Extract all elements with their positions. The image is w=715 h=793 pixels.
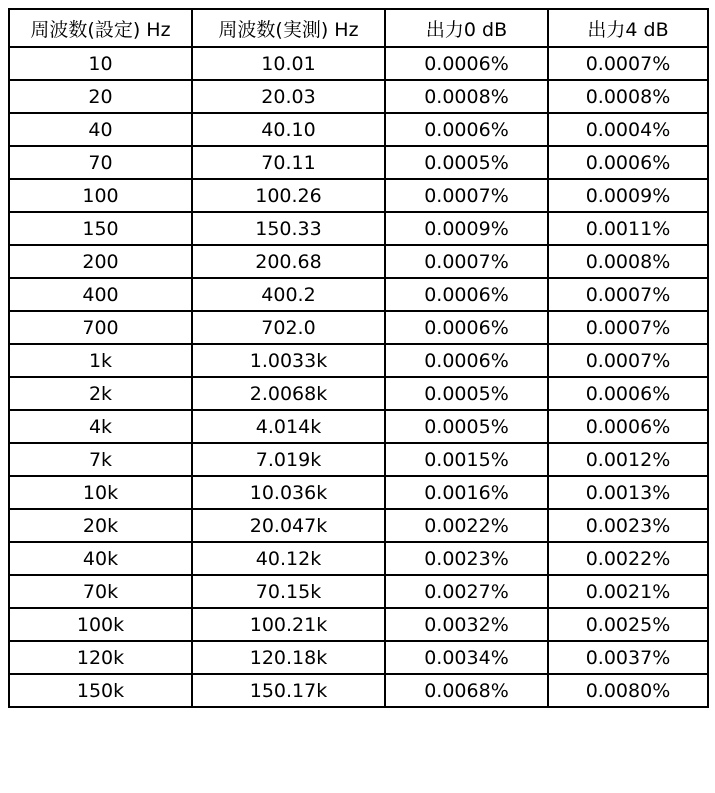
header-row [9, 9, 708, 47]
cell-frequency-set: 70k [9, 575, 192, 608]
cell-output-0db: 0.0006% [385, 113, 548, 146]
cell-output-0db: 0.0068% [385, 674, 548, 707]
cell-output-4db: 0.0006% [548, 410, 708, 443]
cell-output-0db: 0.0027% [385, 575, 548, 608]
table-row [9, 377, 708, 410]
table-row [9, 245, 708, 278]
cell-output-4db: 0.0007% [548, 47, 708, 80]
cell-output-4db: 0.0013% [548, 476, 708, 509]
cell-frequency-measured: 400.2 [192, 278, 385, 311]
cell-output-0db: 0.0007% [385, 245, 548, 278]
cell-frequency-set: 2k [9, 377, 192, 410]
cell-frequency-measured: 200.68 [192, 245, 385, 278]
cell-output-4db: 0.0006% [548, 146, 708, 179]
cell-frequency-measured: 150.17k [192, 674, 385, 707]
cell-output-4db: 0.0025% [548, 608, 708, 641]
cell-output-4db: 0.0021% [548, 575, 708, 608]
cell-output-0db: 0.0006% [385, 278, 548, 311]
header-frequency-set: 周波数(設定) Hz [9, 9, 192, 47]
cell-output-0db: 0.0016% [385, 476, 548, 509]
cell-frequency-set: 10k [9, 476, 192, 509]
cell-output-4db: 0.0012% [548, 443, 708, 476]
cell-frequency-set: 120k [9, 641, 192, 674]
cell-output-4db: 0.0022% [548, 542, 708, 575]
table-row [9, 608, 708, 641]
cell-frequency-measured: 40.12k [192, 542, 385, 575]
cell-frequency-set: 70 [9, 146, 192, 179]
cell-frequency-measured: 100.26 [192, 179, 385, 212]
cell-output-4db: 0.0004% [548, 113, 708, 146]
table-container [8, 8, 709, 708]
cell-output-0db: 0.0034% [385, 641, 548, 674]
cell-frequency-measured: 20.047k [192, 509, 385, 542]
cell-frequency-set: 200 [9, 245, 192, 278]
cell-frequency-set: 100 [9, 179, 192, 212]
cell-output-0db: 0.0006% [385, 344, 548, 377]
table-row [9, 575, 708, 608]
cell-output-0db: 0.0006% [385, 47, 548, 80]
cell-output-4db: 0.0011% [548, 212, 708, 245]
cell-frequency-measured: 70.15k [192, 575, 385, 608]
table-row [9, 47, 708, 80]
cell-output-4db: 0.0008% [548, 245, 708, 278]
table-row [9, 476, 708, 509]
cell-frequency-measured: 2.0068k [192, 377, 385, 410]
table-row [9, 212, 708, 245]
table-row [9, 278, 708, 311]
cell-frequency-measured: 40.10 [192, 113, 385, 146]
cell-output-0db: 0.0022% [385, 509, 548, 542]
cell-frequency-measured: 7.019k [192, 443, 385, 476]
cell-frequency-set: 20 [9, 80, 192, 113]
cell-output-0db: 0.0007% [385, 179, 548, 212]
cell-output-0db: 0.0005% [385, 410, 548, 443]
table-row [9, 443, 708, 476]
cell-frequency-measured: 150.33 [192, 212, 385, 245]
table-row [9, 344, 708, 377]
cell-output-0db: 0.0008% [385, 80, 548, 113]
cell-frequency-set: 40k [9, 542, 192, 575]
cell-frequency-set: 1k [9, 344, 192, 377]
cell-frequency-set: 4k [9, 410, 192, 443]
header-output-4db: 出力4 dB [548, 9, 708, 47]
cell-output-0db: 0.0023% [385, 542, 548, 575]
table-body [9, 47, 708, 707]
cell-output-4db: 0.0007% [548, 311, 708, 344]
cell-output-4db: 0.0009% [548, 179, 708, 212]
table-row [9, 311, 708, 344]
cell-output-4db: 0.0080% [548, 674, 708, 707]
cell-frequency-set: 20k [9, 509, 192, 542]
cell-output-0db: 0.0005% [385, 377, 548, 410]
cell-output-4db: 0.0006% [548, 377, 708, 410]
distortion-table [8, 8, 709, 708]
table-row [9, 179, 708, 212]
header-frequency-measured: 周波数(実測) Hz [192, 9, 385, 47]
cell-output-4db: 0.0008% [548, 80, 708, 113]
cell-output-0db: 0.0006% [385, 311, 548, 344]
table-row [9, 509, 708, 542]
table-row [9, 542, 708, 575]
cell-output-0db: 0.0005% [385, 146, 548, 179]
cell-frequency-measured: 120.18k [192, 641, 385, 674]
cell-frequency-set: 150 [9, 212, 192, 245]
cell-output-4db: 0.0007% [548, 278, 708, 311]
cell-frequency-measured: 1.0033k [192, 344, 385, 377]
cell-frequency-measured: 10.036k [192, 476, 385, 509]
cell-frequency-measured: 10.01 [192, 47, 385, 80]
cell-frequency-set: 10 [9, 47, 192, 80]
cell-frequency-measured: 100.21k [192, 608, 385, 641]
cell-frequency-set: 400 [9, 278, 192, 311]
cell-frequency-measured: 20.03 [192, 80, 385, 113]
cell-frequency-set: 150k [9, 674, 192, 707]
table-row [9, 113, 708, 146]
table-row [9, 146, 708, 179]
table-row [9, 80, 708, 113]
cell-frequency-measured: 702.0 [192, 311, 385, 344]
cell-frequency-measured: 4.014k [192, 410, 385, 443]
table-row [9, 410, 708, 443]
cell-output-0db: 0.0032% [385, 608, 548, 641]
header-output-0db: 出力0 dB [385, 9, 548, 47]
table-row [9, 641, 708, 674]
cell-output-0db: 0.0009% [385, 212, 548, 245]
cell-frequency-set: 700 [9, 311, 192, 344]
cell-frequency-measured: 70.11 [192, 146, 385, 179]
cell-output-4db: 0.0007% [548, 344, 708, 377]
cell-output-4db: 0.0037% [548, 641, 708, 674]
cell-output-0db: 0.0015% [385, 443, 548, 476]
cell-frequency-set: 40 [9, 113, 192, 146]
cell-frequency-set: 100k [9, 608, 192, 641]
cell-frequency-set: 7k [9, 443, 192, 476]
table-row [9, 674, 708, 707]
cell-output-4db: 0.0023% [548, 509, 708, 542]
